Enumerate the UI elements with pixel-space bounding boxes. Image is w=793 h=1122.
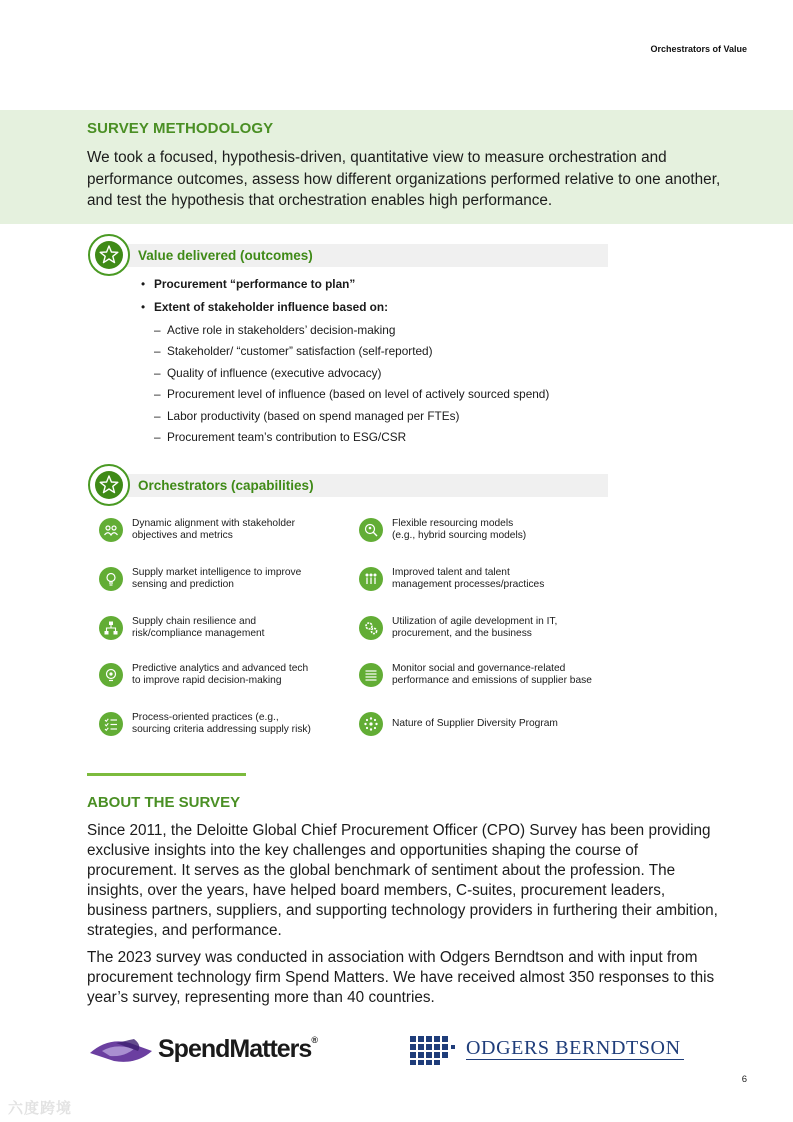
lines-icon: [359, 663, 383, 687]
odgers-grid-icon: [410, 1034, 460, 1066]
watermark: 六度跨境: [8, 1100, 73, 1117]
capability-line: procurement, and the business: [392, 628, 532, 640]
lightbulb-icon: [99, 567, 123, 591]
outcome-sub-item: – Active role in stakeholders’ decision-making: [140, 322, 549, 343]
capability-line: Improved talent and talent: [392, 567, 510, 578]
outcome-sub-item: – Procurement team’s contribution to ESG/CSR: [140, 429, 549, 450]
gears-icon: [359, 616, 383, 640]
capability-line: Monitor social and governance-related: [392, 663, 566, 674]
outcome-sub-item: – Procurement level of influence (based on level of actively sourced spend): [140, 386, 549, 407]
spend-matters-mark-icon: [86, 1031, 156, 1071]
capability-line: Process-oriented practices (e.g.,: [132, 712, 279, 723]
orchestrators-section-title: Orchestrators (capabilities): [138, 478, 314, 493]
orchestrators-badge: [88, 464, 130, 506]
about-paragraph: Since 2011, the Deloitte Global Chief Procurement Officer (CPO) Survey has been providing exclusive insights into the key challenges and opportunities shaping the course of procurement. It serves as the global benchmark of sentiment about the profession. The insights, over the years, have helped board members, C-suites, procurement leaders, business partners, suppliers, and supporting technology providers in furthering their ambition, strategies, and performance.: [87, 822, 718, 940]
capability-line: (e.g., hybrid sourcing models): [392, 530, 527, 542]
value-section-bar: [122, 244, 608, 267]
outcome-sub-item: – Labor productivity (based on spend managed per FTEs): [140, 408, 549, 429]
capability-line: Supply chain resilience and: [132, 616, 257, 627]
people-icon: [99, 518, 123, 542]
section-divider: [87, 773, 246, 776]
value-section-title: Value delivered (outcomes): [138, 248, 313, 263]
capability-line: sourcing criteria addressing supply risk): [132, 724, 311, 736]
capability-line: Nature of Supplier Diversity Program: [392, 718, 558, 729]
odgers-wordmark: ODGERS BERNDTSON: [466, 1037, 681, 1059]
outcome-bullet: • Extent of stakeholder influence based on:: [140, 299, 549, 322]
diversity-icon: [359, 712, 383, 736]
capability-line: to improve rapid decision-making: [132, 675, 282, 687]
outcome-sub-item: – Stakeholder/ “customer” satisfaction (self-reported): [140, 343, 549, 364]
capability-line: Utilization of agile development in IT,: [392, 616, 558, 627]
odgers-berndtson-logo: [410, 1034, 690, 1068]
checklist-icon: [99, 712, 123, 736]
spend-matters-logo: [86, 1031, 326, 1071]
network-icon: [99, 616, 123, 640]
registered-mark: ®: [311, 1035, 318, 1045]
outcomes-list: [140, 276, 549, 450]
talent-icon: [359, 567, 383, 591]
capability-line: objectives and metrics: [132, 530, 233, 542]
odgers-underline: [466, 1059, 684, 1060]
capability-line: Supply market intelligence to improve: [132, 567, 302, 578]
star-icon: [96, 472, 122, 498]
capability-line: performance and emissions of supplier base: [392, 675, 592, 687]
outcome-sub-item: – Quality of influence (executive advocacy): [140, 365, 549, 386]
running-header: Orchestrators of Value: [650, 44, 747, 54]
search-person-icon: [359, 518, 383, 542]
about-title: ABOUT THE SURVEY: [87, 794, 241, 811]
value-section-header: [88, 234, 608, 274]
outcome-bullet: • Procurement “performance to plan”: [140, 276, 549, 299]
orchestrators-section-header: [88, 464, 608, 504]
page-number: 6: [741, 1074, 747, 1085]
spend-matters-wordmark: SpendMatters: [158, 1035, 312, 1063]
methodology-title: SURVEY METHODOLOGY: [87, 120, 274, 137]
methodology-text: We took a focused, hypothesis-driven, quantitative view to measure orchestration and performance outcomes, assess how different organizations performed relative to one another, and test the hypothesis that orchestration enables high performance.: [87, 149, 721, 209]
capability-line: risk/compliance management: [132, 628, 265, 640]
about-paragraph: The 2023 survey was conducted in association with Odgers Berndtson and with input from procurement technology firm Spend Matters. We have received almost 350 responses to this year’s survey, representing more than 40 countries.: [87, 949, 715, 1007]
brain-gear-icon: [99, 663, 123, 687]
orchestrators-section-bar: [122, 474, 608, 497]
capability-line: Predictive analytics and advanced tech: [132, 663, 309, 674]
capability-line: Flexible resourcing models: [392, 518, 514, 529]
capability-line: Dynamic alignment with stakeholder: [132, 518, 296, 529]
star-icon: [96, 242, 122, 268]
value-badge: [88, 234, 130, 276]
capability-line: management processes/practices: [392, 579, 545, 591]
capability-line: sensing and prediction: [132, 579, 234, 591]
